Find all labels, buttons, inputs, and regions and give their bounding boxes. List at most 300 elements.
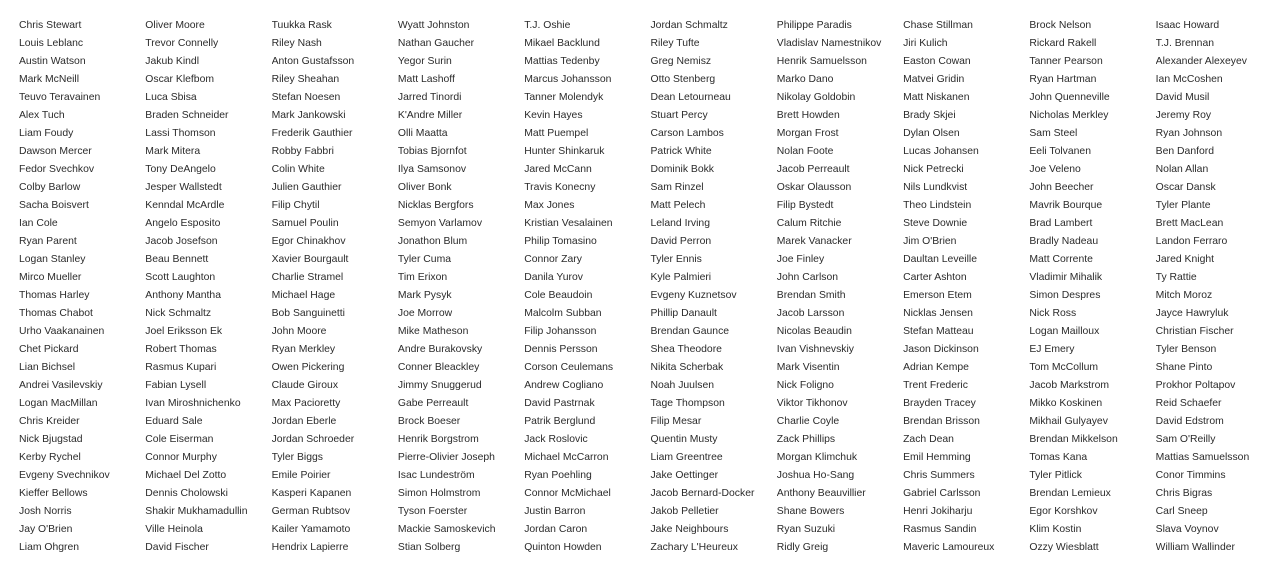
player-name: Semyon Varlamov (397, 218, 483, 229)
player-name: Maveric Lamoureux (903, 542, 995, 553)
player-name: Tobias Bjornfot (397, 146, 467, 157)
player-name: Conor Timmins (1155, 470, 1226, 481)
player-name: Ryan Suzuki (776, 524, 836, 535)
player-name: Marko Dano (776, 74, 834, 85)
player-name: Tyler Biggs (271, 452, 323, 463)
player-name: Jack Roslovic (524, 434, 588, 445)
player-name: Tyler Cuma (397, 254, 452, 265)
player-name: Jim O'Brien (903, 236, 957, 247)
player-name: Kailer Yamamoto (271, 524, 351, 535)
player-name: Teuvo Teravainen (19, 92, 101, 103)
name-grid (19, 17, 1280, 557)
player-name: Jared Knight (1155, 254, 1215, 265)
player-name: Oscar Klefbom (145, 74, 215, 85)
player-name: Tyson Foerster (397, 506, 468, 517)
player-name: David Edstrom (1155, 416, 1224, 427)
player-name: Eduard Sale (145, 416, 203, 427)
player-name: Carter Ashton (903, 272, 967, 283)
player-name: Conner Bleackley (397, 362, 480, 373)
player-name: Mavrik Bourque (1029, 200, 1103, 211)
player-name: Jake Neighbours (650, 524, 729, 535)
player-name: Andre Burakovsky (397, 344, 483, 355)
player-name: Jonathon Blum (397, 236, 468, 247)
player-name: Jacob Josefson (145, 236, 218, 247)
player-name: Andrew Cogliano (524, 380, 604, 391)
player-name: Daultan Leveille (903, 254, 978, 265)
player-name: Wyatt Johnston (397, 20, 470, 31)
player-name: Riley Tufte (650, 38, 700, 49)
player-name: Nick Bjugstad (19, 434, 83, 445)
player-name: Matt Niskanen (903, 92, 970, 103)
player-name: Tanner Pearson (1029, 56, 1103, 67)
player-name: Tyler Benson (1155, 344, 1217, 355)
player-name: Riley Sheahan (271, 74, 340, 85)
player-name: Kevin Hayes (524, 110, 583, 121)
player-name: Bradly Nadeau (1029, 236, 1099, 247)
player-name: Charlie Stramel (271, 272, 344, 283)
player-name: Liam Foudy (19, 128, 74, 139)
player-name: Lucas Johansen (903, 146, 979, 157)
player-name: Tony DeAngelo (145, 164, 216, 175)
player-name: Dennis Cholowski (145, 488, 228, 499)
player-name: Mark Mitera (145, 146, 201, 157)
name-column (272, 17, 398, 557)
player-name: Ryan Johnson (1155, 128, 1223, 139)
player-name: Xavier Bourgault (271, 254, 349, 265)
player-name: Rasmus Kupari (145, 362, 217, 373)
player-name: Shea Theodore (650, 344, 722, 355)
player-name: Anton Gustafsson (271, 56, 355, 67)
player-name: Sam O'Reilly (1155, 434, 1216, 445)
player-name: Dawson Mercer (19, 146, 92, 157)
player-name: Stefan Noesen (271, 92, 341, 103)
player-name: Tyler Pitlick (1029, 470, 1082, 481)
player-name: Eeli Tolvanen (1029, 146, 1091, 157)
player-name: Klim Kostin (1029, 524, 1082, 535)
player-name: Ivan Vishnevskiy (776, 344, 854, 355)
player-name: Scott Laughton (145, 272, 216, 283)
player-name: Tage Thompson (650, 398, 725, 409)
player-name: Dean Letourneau (650, 92, 731, 103)
player-name: Mattias Samuelsson (1155, 452, 1250, 463)
player-name: David Perron (650, 236, 712, 247)
player-name: Ozzy Wiesblatt (1029, 542, 1099, 553)
player-name: Hunter Shinkaruk (524, 146, 605, 157)
name-column (524, 17, 650, 557)
player-name: Brady Skjei (903, 110, 956, 121)
name-column (1029, 17, 1155, 557)
player-name: Logan Mailloux (1029, 326, 1100, 337)
player-name: Alexander Alexeyev (1155, 56, 1247, 67)
player-name: Cole Eiserman (145, 434, 214, 445)
player-name: Nicklas Bergfors (397, 200, 474, 211)
player-name: David Pastrnak (524, 398, 595, 409)
player-name: Robert Thomas (145, 344, 217, 355)
player-name: Viktor Tikhonov (776, 398, 848, 409)
player-name: Nolan Allan (1155, 164, 1209, 175)
player-name: Mark Pysyk (397, 290, 452, 301)
player-name: Chris Summers (903, 470, 975, 481)
name-column (1156, 17, 1280, 557)
player-name: Anthony Mantha (145, 290, 221, 301)
player-name: Emil Hemming (903, 452, 971, 463)
player-name: Matt Pelech (650, 200, 706, 211)
player-name: Dylan Olsen (903, 128, 960, 139)
player-name: Tyler Ennis (650, 254, 702, 265)
player-name: Jacob Markstrom (1029, 380, 1110, 391)
player-name: Mitch Moroz (1155, 290, 1213, 301)
player-name: Owen Pickering (271, 362, 345, 373)
player-name: Braden Schneider (145, 110, 229, 121)
player-name: Theo Lindstein (903, 200, 972, 211)
player-name: Sam Rinzel (650, 182, 704, 193)
player-name: Carson Lambos (650, 128, 724, 139)
player-name: Liam Ohgren (19, 542, 80, 553)
player-name: Dennis Persson (524, 344, 598, 355)
player-name: Sacha Boisvert (19, 200, 89, 211)
player-name: Jimmy Snuggerud (397, 380, 482, 391)
player-name: Samuel Poulin (271, 218, 339, 229)
player-name: Matt Lashoff (397, 74, 455, 85)
player-name: Chris Stewart (19, 20, 82, 31)
player-name: Jordan Schmaltz (650, 20, 728, 31)
player-name: Shane Bowers (776, 506, 845, 517)
player-name: Kasperi Kapanen (271, 488, 352, 499)
player-name: Max Jones (524, 200, 575, 211)
player-name: Jakob Pelletier (650, 506, 719, 517)
player-name: Michael Del Zotto (145, 470, 227, 481)
player-name: David Fischer (145, 542, 209, 553)
player-name: K'Andre Miller (397, 110, 463, 121)
player-name: Stian Solberg (397, 542, 461, 553)
player-name: Zach Dean (903, 434, 954, 445)
player-name: Connor Zary (524, 254, 582, 265)
player-name: Julien Gauthier (271, 182, 342, 193)
player-name: Jordan Eberle (271, 416, 337, 427)
player-name: Jeremy Roy (1155, 110, 1212, 121)
player-name: Philip Tomasino (524, 236, 597, 247)
player-name: Kerby Rychel (19, 452, 81, 463)
player-name: Beau Bennett (145, 254, 209, 265)
player-name: Jacob Larsson (776, 308, 845, 319)
player-name: Louis Leblanc (19, 38, 84, 49)
player-name: Mark McNeill (19, 74, 80, 85)
player-name: Jacob Bernard-Docker (650, 488, 755, 499)
player-name: Michael Hage (271, 290, 336, 301)
player-name: Mirco Mueller (19, 272, 82, 283)
player-name: Isaac Howard (1155, 20, 1220, 31)
player-name: Chase Stillman (903, 20, 973, 31)
player-name: Mikhail Gulyayev (1029, 416, 1108, 427)
player-name: Oliver Moore (145, 20, 205, 31)
player-name: Brendan Lemieux (1029, 488, 1111, 499)
player-name: Thomas Chabot (19, 308, 93, 319)
player-name: Ben Danford (1155, 146, 1215, 157)
player-name: Corson Ceulemans (524, 362, 614, 373)
player-name: Connor Murphy (145, 452, 217, 463)
player-name: Gabriel Carlsson (903, 488, 981, 499)
player-name: Anthony Beauvillier (776, 488, 866, 499)
player-name: Ryan Hartman (1029, 74, 1097, 85)
player-name: Pierre-Olivier Joseph (397, 452, 495, 463)
player-name: Fedor Svechkov (19, 164, 95, 175)
player-name: Cole Beaudoin (524, 290, 593, 301)
player-name: Rasmus Sandin (903, 524, 977, 535)
player-name: T.J. Oshie (524, 20, 571, 31)
player-name: Henrik Borgstrom (397, 434, 479, 445)
player-name: Quinton Howden (524, 542, 602, 553)
player-name: Jordan Schroeder (271, 434, 355, 445)
player-name: Patrick White (650, 146, 712, 157)
player-name: Carl Sneep (1155, 506, 1208, 517)
player-name: Oskar Olausson (776, 182, 852, 193)
player-name: Nicholas Merkley (1029, 110, 1109, 121)
player-name: Stefan Matteau (903, 326, 974, 337)
name-column (777, 17, 903, 557)
player-name: Jacob Perreault (776, 164, 850, 175)
player-name: Michael McCarron (524, 452, 609, 463)
player-name: Mark Visentin (776, 362, 840, 373)
player-name: Brock Nelson (1029, 20, 1092, 31)
player-name: Brendan Gaunce (650, 326, 730, 337)
player-name: Nick Foligno (776, 380, 834, 391)
player-name: Landon Ferraro (1155, 236, 1228, 247)
player-name: Tim Erixon (397, 272, 448, 283)
name-column (398, 17, 524, 557)
player-name: Connor McMichael (524, 488, 611, 499)
player-name: Bob Sanguinetti (271, 308, 345, 319)
player-name: Brett Howden (776, 110, 840, 121)
player-name: Matt Corrente (1029, 254, 1093, 265)
player-name: Olli Maatta (397, 128, 448, 139)
player-name: Emile Poirier (271, 470, 331, 481)
player-name: Jared McCann (524, 164, 592, 175)
player-name: Ridly Greig (776, 542, 829, 553)
player-name: Claude Giroux (271, 380, 339, 391)
player-name: Jakub Kindl (145, 56, 200, 67)
player-name: Mike Matheson (397, 326, 469, 337)
player-name: Filip Mesar (650, 416, 702, 427)
player-name: Brayden Tracey (903, 398, 976, 409)
player-name: Lassi Thomson (145, 128, 216, 139)
player-name: Colby Barlow (19, 182, 81, 193)
player-name: Jesper Wallstedt (145, 182, 222, 193)
player-name: T.J. Brennan (1155, 38, 1215, 49)
player-name: Slava Voynov (1155, 524, 1219, 535)
player-name: John Quenneville (1029, 92, 1110, 103)
player-name: Simon Despres (1029, 290, 1101, 301)
player-name: Egor Korshkov (1029, 506, 1098, 517)
player-name: Sam Steel (1029, 128, 1078, 139)
player-name: Ryan Poehling (524, 470, 592, 481)
player-name: Logan Stanley (19, 254, 86, 265)
player-name: Simon Holmstrom (397, 488, 481, 499)
player-name: Christian Fischer (1155, 326, 1234, 337)
player-name: Phillip Danault (650, 308, 717, 319)
player-name: Jay O'Brien (19, 524, 73, 535)
player-name: Joshua Ho-Sang (776, 470, 855, 481)
player-name: Malcolm Subban (524, 308, 602, 319)
player-name: Mikael Backlund (524, 38, 600, 49)
player-name: Fabian Lysell (145, 380, 207, 391)
player-name: Luca Sbisa (145, 92, 197, 103)
player-name: Ty Rattie (1155, 272, 1197, 283)
player-name: Shane Pinto (1155, 362, 1213, 373)
player-name: Adrian Kempe (903, 362, 969, 373)
player-name: Chris Kreider (19, 416, 80, 427)
player-name: Rickard Rakell (1029, 38, 1097, 49)
player-name: Jayce Hawryluk (1155, 308, 1229, 319)
player-name: Kyle Palmieri (650, 272, 712, 283)
player-name: Brad Lambert (1029, 218, 1093, 229)
player-name: Colin White (271, 164, 325, 175)
player-name: Tuukka Rask (271, 20, 332, 31)
player-name: Leland Irving (650, 218, 710, 229)
player-name: Ian McCoshen (1155, 74, 1223, 85)
player-name: Stuart Percy (650, 110, 708, 121)
player-name: Ryan Parent (19, 236, 77, 247)
player-name: EJ Emery (1029, 344, 1075, 355)
player-name: Henri Jokiharju (903, 506, 973, 517)
player-name: Max Pacioretty (271, 398, 341, 409)
player-name: Patrik Berglund (524, 416, 596, 427)
player-name: Nathan Gaucher (397, 38, 475, 49)
player-name: Lian Bichsel (19, 362, 76, 373)
player-name: Nick Schmaltz (145, 308, 212, 319)
player-name: Greg Nemisz (650, 56, 712, 67)
name-column (650, 17, 776, 557)
player-name: Dominik Bokk (650, 164, 715, 175)
player-name: Nikolay Goldobin (776, 92, 856, 103)
player-name: Nicklas Jensen (903, 308, 973, 319)
player-name: Reid Schaefer (1155, 398, 1222, 409)
player-name: William Wallinder (1155, 542, 1235, 553)
player-name: German Rubtsov (271, 506, 351, 517)
player-name: Otto Stenberg (650, 74, 716, 85)
player-name: Andrei Vasilevskiy (19, 380, 103, 391)
player-name: Steve Downie (903, 218, 968, 229)
player-name: Matvei Gridin (903, 74, 965, 85)
player-name: David Musil (1155, 92, 1210, 103)
player-name: Ivan Miroshnichenko (145, 398, 241, 409)
player-name: Brendan Brisson (903, 416, 980, 427)
player-name: Mackie Samoskevich (397, 524, 496, 535)
player-name: Calum Ritchie (776, 218, 842, 229)
player-name: Kenndal McArdle (145, 200, 225, 211)
name-column (903, 17, 1029, 557)
player-name: Nick Ross (1029, 308, 1077, 319)
player-name: Tomas Kana (1029, 452, 1088, 463)
player-name: Chet Pickard (19, 344, 79, 355)
player-name: Trent Frederic (903, 380, 968, 391)
player-name: Nikita Scherbak (650, 362, 724, 373)
player-name: Morgan Klimchuk (776, 452, 858, 463)
player-name: Thomas Harley (19, 290, 90, 301)
player-name: Logan MacMillan (19, 398, 98, 409)
player-name: Danila Yurov (524, 272, 583, 283)
player-name: Brett MacLean (1155, 218, 1224, 229)
player-name: Jordan Caron (524, 524, 588, 535)
player-name: Vladislav Namestnikov (776, 38, 882, 49)
player-name: Nick Petrecki (903, 164, 964, 175)
player-name: Filip Chytil (271, 200, 320, 211)
player-name: Filip Johansson (524, 326, 597, 337)
player-name: Jason Dickinson (903, 344, 979, 355)
player-name: Evgeny Kuznetsov (650, 290, 737, 301)
player-name: Prokhor Poltapov (1155, 380, 1236, 391)
player-name: John Moore (271, 326, 327, 337)
player-name: Mattias Tedenby (524, 56, 600, 67)
player-name: Brendan Smith (776, 290, 846, 301)
player-name: Joe Veleno (1029, 164, 1081, 175)
player-name: Nils Lundkvist (903, 182, 968, 193)
player-name: Nolan Foote (776, 146, 834, 157)
player-name: Joel Eriksson Ek (145, 326, 223, 337)
player-name: Noah Juulsen (650, 380, 715, 391)
player-name: Ian Cole (19, 218, 58, 229)
player-name: Nicolas Beaudin (776, 326, 852, 337)
player-name: Marcus Johansson (524, 74, 612, 85)
player-name: Trevor Connelly (145, 38, 219, 49)
player-name: Josh Norris (19, 506, 72, 517)
player-name: Egor Chinakhov (271, 236, 346, 247)
player-name: Oliver Bonk (397, 182, 452, 193)
player-name: Justin Barron (524, 506, 586, 517)
player-name: Liam Greentree (650, 452, 723, 463)
player-name: Isac Lundeström (397, 470, 475, 481)
player-name: Morgan Frost (776, 128, 839, 139)
player-name: Ilya Samsonov (397, 164, 467, 175)
player-name: Brock Boeser (397, 416, 461, 427)
player-name: Angelo Esposito (145, 218, 221, 229)
player-name: Frederik Gauthier (271, 128, 353, 139)
player-name: Shakir Mukhamadullin (145, 506, 248, 517)
player-name: Hendrix Lapierre (271, 542, 349, 553)
name-column (145, 17, 271, 557)
player-name: Austin Watson (19, 56, 86, 67)
player-name: Tyler Plante (1155, 200, 1211, 211)
player-name: Mark Jankowski (271, 110, 346, 121)
player-name: Vladimir Mihalik (1029, 272, 1103, 283)
player-name: Zachary L'Heureux (650, 542, 738, 553)
player-name: Oscar Dansk (1155, 182, 1216, 193)
player-name: Emerson Etem (903, 290, 972, 301)
player-name: Chris Bigras (1155, 488, 1213, 499)
player-name: Philippe Paradis (776, 20, 852, 31)
player-name: Mikko Koskinen (1029, 398, 1103, 409)
player-name: Ryan Merkley (271, 344, 336, 355)
player-name: Brendan Mikkelson (1029, 434, 1118, 445)
player-name: Jake Oettinger (650, 470, 719, 481)
player-name: Robby Fabbri (271, 146, 334, 157)
player-name: Joe Finley (776, 254, 825, 265)
player-name: John Carlson (776, 272, 839, 283)
player-name: Matt Puempel (524, 128, 589, 139)
player-name: Evgeny Svechnikov (19, 470, 110, 481)
player-name: Tom McCollum (1029, 362, 1099, 373)
player-name: Jarred Tinordi (397, 92, 462, 103)
player-name: Easton Cowan (903, 56, 971, 67)
player-name: Riley Nash (271, 38, 322, 49)
player-name: Travis Konecny (524, 182, 596, 193)
player-name: John Beecher (1029, 182, 1094, 193)
player-name: Ville Heinola (145, 524, 203, 535)
player-name: Zack Phillips (776, 434, 836, 445)
player-name: Kristian Vesalainen (524, 218, 613, 229)
player-name: Joe Morrow (397, 308, 453, 319)
name-column (19, 17, 145, 557)
player-name: Yegor Surin (397, 56, 452, 67)
